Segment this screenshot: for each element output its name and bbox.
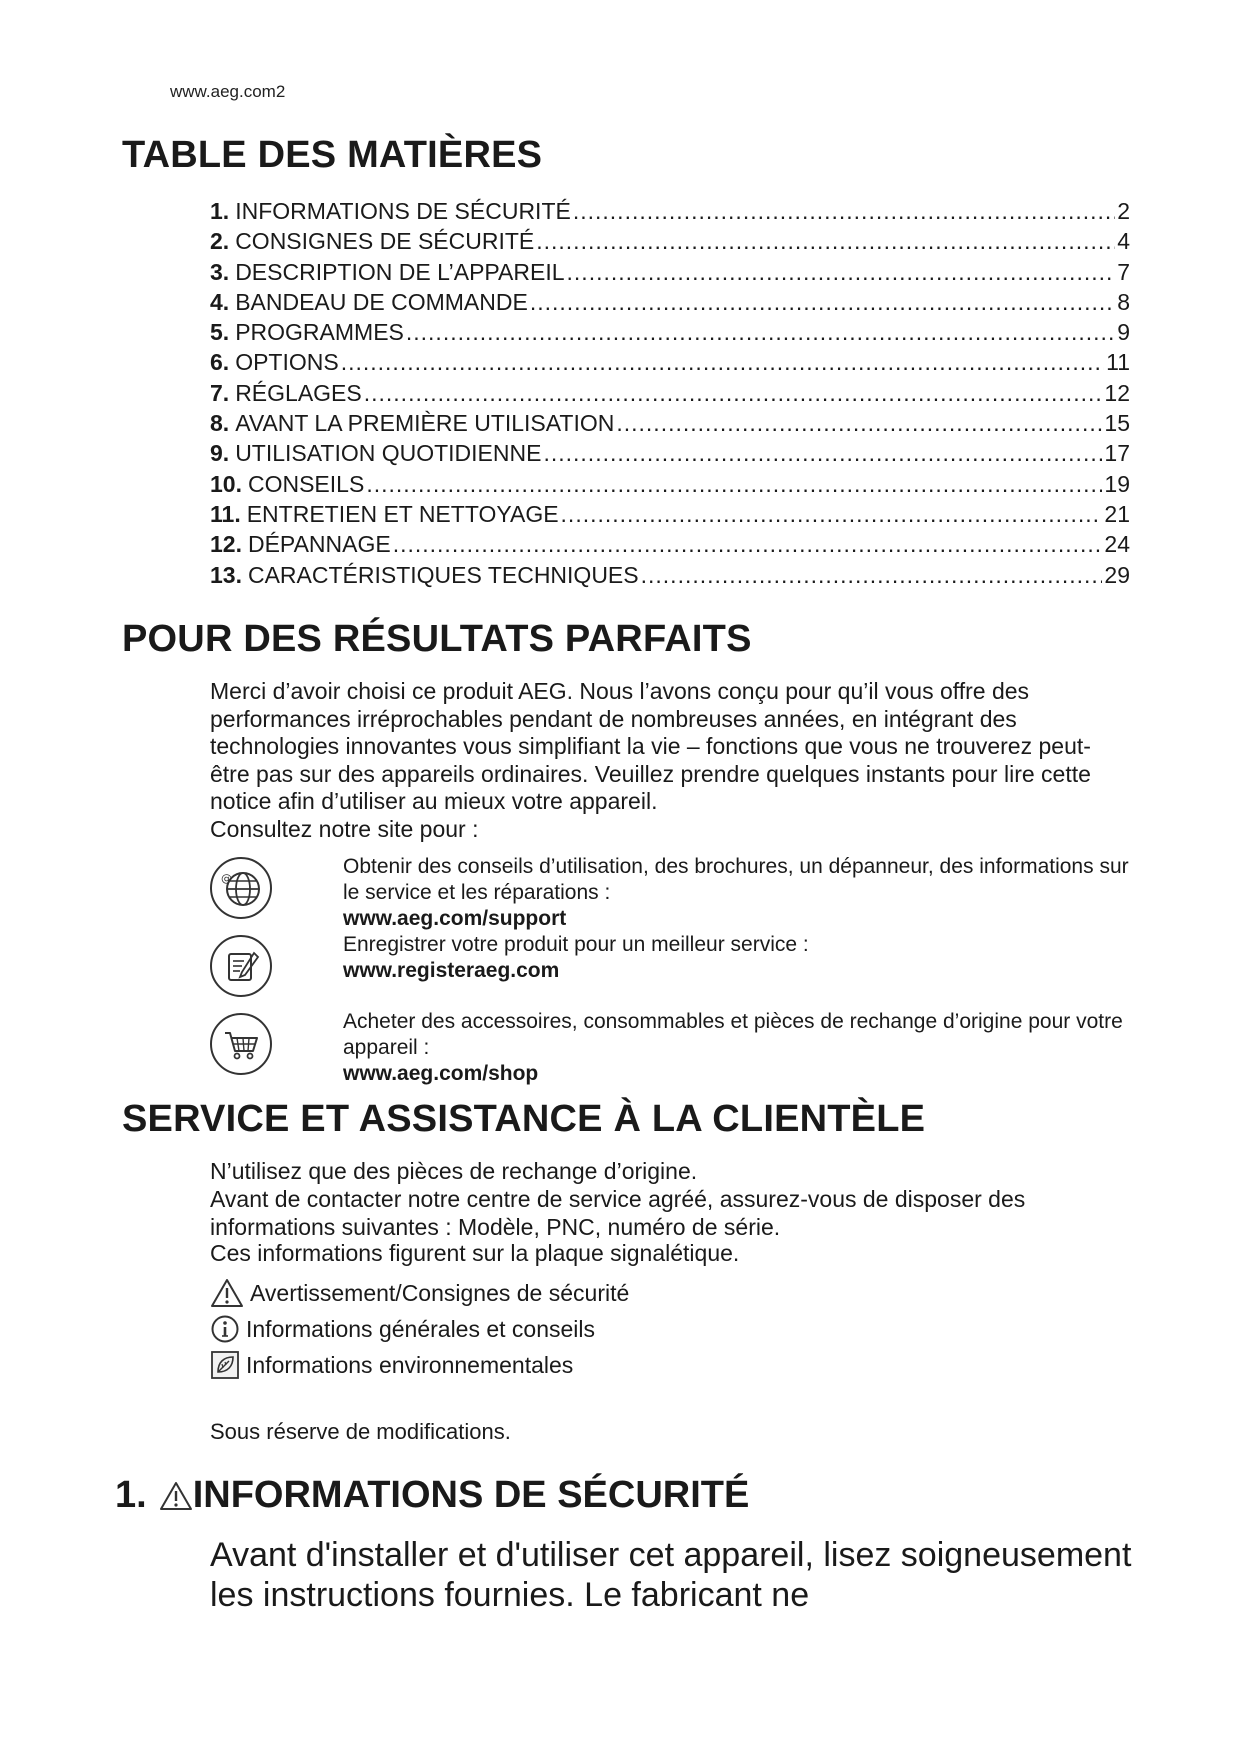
legend-warning — [210, 1278, 629, 1308]
toc-item[interactable] — [210, 529, 1130, 559]
toc-item-number: 2. — [210, 228, 230, 255]
toc-leader — [567, 257, 1116, 287]
toc-item-title: ENTRETIEN ET NETTOYAGE — [246, 500, 559, 527]
safety-title: INFORMATIONS DE SÉCURITÉ — [192, 1474, 750, 1516]
safety-heading — [115, 1474, 749, 1517]
toc-item[interactable] — [210, 226, 1130, 256]
toc-item-title: AVANT LA PREMIÈRE UTILISATION — [235, 410, 615, 437]
shop-link[interactable]: www.aeg.com/shop — [343, 1062, 539, 1085]
toc-item-title: UTILISATION QUOTIDIENNE — [235, 440, 542, 467]
toc-item-page: 29 — [1104, 561, 1130, 588]
results-title: POUR DES RÉSULTATS PARFAITS — [122, 618, 752, 660]
cart-icon — [210, 1013, 272, 1075]
legend-environment-text: Informations environnementales — [246, 1351, 574, 1378]
legend-info-text: Informations générales et conseils — [246, 1315, 596, 1342]
toc-item-page: 24 — [1104, 531, 1130, 558]
toc-item[interactable] — [210, 499, 1130, 529]
register-link-row — [210, 935, 1130, 1005]
toc-item-number: 1. — [210, 198, 230, 224]
register-link[interactable]: www.registeraeg.com — [343, 959, 560, 982]
toc-item-page: 15 — [1104, 410, 1130, 437]
toc-item[interactable] — [210, 287, 1130, 317]
service-title: SERVICE ET ASSISTANCE À LA CLIENTÈLE — [122, 1098, 926, 1140]
leaf-icon — [210, 1350, 240, 1380]
toc-item-page: 19 — [1104, 470, 1130, 497]
globe-icon — [210, 857, 272, 919]
toc-list — [210, 196, 1130, 590]
info-icon — [210, 1314, 240, 1344]
toc-item[interactable] — [210, 408, 1130, 438]
toc-item[interactable] — [210, 469, 1130, 499]
consult-label: Consultez notre site pour : — [210, 816, 479, 842]
toc-item-page: 4 — [1117, 228, 1130, 255]
toc-item[interactable] — [210, 438, 1130, 468]
toc-item-number: 11. — [210, 500, 241, 527]
toc-leader — [393, 529, 1103, 559]
warning-icon — [159, 1481, 193, 1511]
toc-item-page: 9 — [1117, 319, 1130, 346]
warning-icon — [210, 1278, 244, 1308]
legend-warning-text: Avertissement/Consignes de sécurité — [250, 1279, 630, 1306]
toc-item-number: 4. — [210, 288, 230, 315]
support-link-text: Obtenir des conseils d’utilisation, des brochures, un dépanneur, des informations sur le service et les réparations : — [343, 855, 1129, 904]
toc-item[interactable] — [210, 196, 1130, 226]
toc-item-title: DÉPANNAGE — [247, 531, 391, 558]
toc-item-page: 2 — [1117, 198, 1130, 224]
shop-link-text: Acheter des accessoires, consommables et pièces de rechange d’origine pour votre appareil : — [343, 1010, 1123, 1059]
toc-item-title: PROGRAMMES — [235, 319, 404, 346]
safety-number: 1. — [115, 1474, 147, 1516]
service-line-1: N’utilisez que des pièces de rechange d’origine. — [210, 1158, 698, 1184]
toc-item-number: 13. — [210, 561, 242, 588]
toc-leader — [573, 196, 1115, 226]
toc-leader — [366, 469, 1102, 499]
toc-item[interactable] — [210, 347, 1130, 377]
toc-item-page: 21 — [1104, 500, 1130, 527]
toc-item-number: 12. — [210, 531, 242, 558]
legend-info — [210, 1314, 595, 1344]
toc-item-title: INFORMATIONS DE SÉCURITÉ — [235, 198, 571, 224]
service-line-3: Ces informations figurent sur la plaque signalétique. — [210, 1240, 740, 1266]
toc-leader — [341, 347, 1104, 377]
toc-leader — [536, 226, 1115, 256]
toc-item-number: 5. — [210, 319, 230, 346]
support-link[interactable]: www.aeg.com/support — [343, 907, 567, 930]
toc-item-page: 8 — [1117, 288, 1130, 315]
toc-item[interactable] — [210, 257, 1130, 287]
toc-item-page: 17 — [1104, 440, 1130, 467]
results-paragraph: Merci d’avoir choisi ce produit AEG. Nous l’avons conçu pour qu’il vous offre des performances irréprochables pendant de nombreuses années, en intégrant des technologies innovantes vous simplifiant la vie – fonctions que vous ne trouverez peut-être pas sur des appareils ordinaires. Veuillez prendre quelques instants pour lire cette notice afin d’utiliser au mieux votre appareil. — [210, 678, 1091, 814]
toc-leader — [616, 408, 1102, 438]
toc-item[interactable] — [210, 560, 1130, 590]
toc-item-title: CONSEILS — [247, 470, 365, 497]
toc-leader — [641, 560, 1103, 590]
toc-item-number: 6. — [210, 349, 230, 376]
toc-item[interactable] — [210, 317, 1130, 347]
toc-item-page: 12 — [1104, 379, 1130, 406]
toc-item-number: 10. — [210, 470, 242, 497]
legend-environment — [210, 1350, 573, 1380]
toc-item-title: DESCRIPTION DE L’APPAREIL — [235, 258, 565, 285]
toc-title: TABLE DES MATIÈRES — [122, 134, 543, 176]
support-link-row — [210, 857, 1130, 937]
toc-item-page: 7 — [1117, 258, 1130, 285]
register-icon — [210, 935, 272, 997]
toc-item-number: 9. — [210, 440, 230, 467]
toc-leader — [543, 438, 1102, 468]
toc-item-title: CARACTÉRISTIQUES TECHNIQUES — [247, 561, 639, 588]
toc-item-title: RÉGLAGES — [235, 379, 362, 406]
service-line-2: Avant de contacter notre centre de service agréé, assurez-vous de disposer des informations suivantes : Modèle, PNC, numéro de série. — [210, 1186, 1026, 1240]
toc-leader — [561, 499, 1103, 529]
shop-link-row — [210, 1010, 1130, 1093]
toc-item-number: 7. — [210, 379, 230, 406]
toc-leader — [406, 317, 1115, 347]
toc-leader — [530, 287, 1115, 317]
toc-item-title: OPTIONS — [235, 349, 339, 376]
svg-text:@: @ — [221, 872, 232, 885]
modifications-note: Sous réserve de modifications. — [210, 1419, 511, 1444]
register-link-text: Enregistrer votre produit pour un meilleur service : — [343, 933, 809, 956]
toc-item-title: BANDEAU DE COMMANDE — [235, 288, 528, 315]
toc-item-page: 11 — [1106, 349, 1130, 376]
toc-item[interactable] — [210, 378, 1130, 408]
header-url: www.aeg.com2 — [170, 82, 286, 101]
toc-item-number: 8. — [210, 410, 230, 437]
toc-item-title: CONSIGNES DE SÉCURITÉ — [235, 228, 535, 255]
safety-intro: Avant d'installer et d'utiliser cet appareil, lisez soigneusement les instructions fournies. Le fabricant ne — [210, 1536, 1132, 1614]
toc-leader — [364, 378, 1103, 408]
toc-item-number: 3. — [210, 258, 230, 285]
